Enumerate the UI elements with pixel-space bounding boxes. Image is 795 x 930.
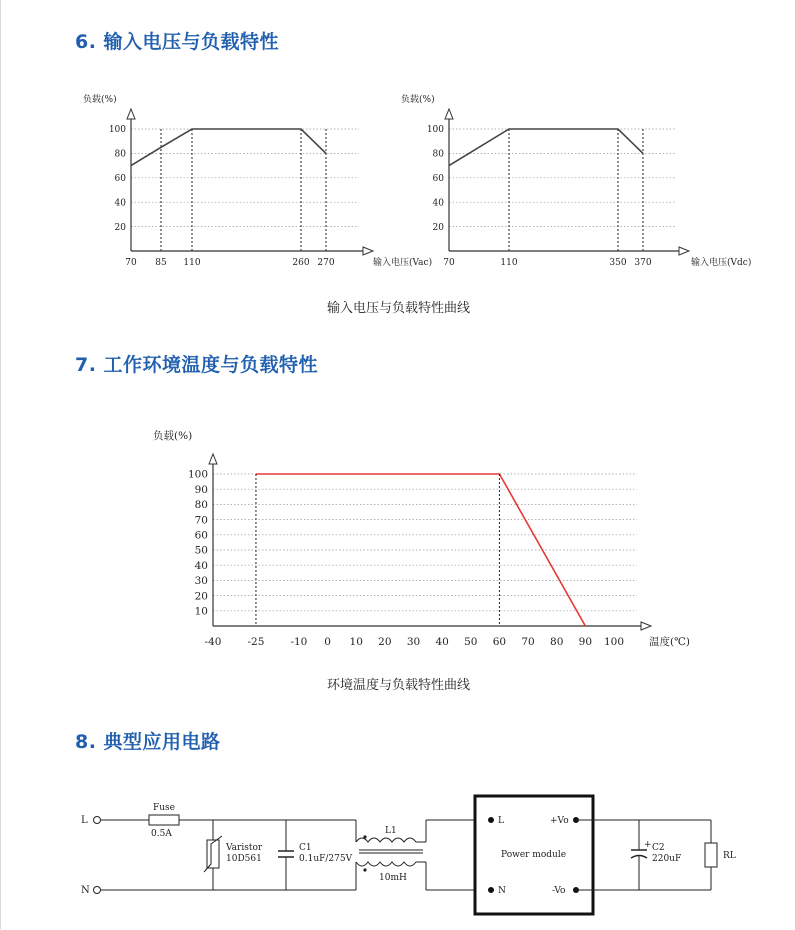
rl-symbol	[705, 843, 717, 867]
y-tick-label: 80	[194, 499, 208, 512]
section-7-title: 7. 工作环境温度与负载特性	[75, 354, 319, 376]
x-tick-label: 70	[443, 258, 455, 268]
x-tick-label: 80	[550, 636, 564, 648]
varistor-symbol	[207, 840, 219, 868]
l1-label: L1	[385, 826, 397, 836]
x-tick-label: -40	[204, 636, 222, 648]
terminal-n-label: N	[81, 885, 90, 896]
x-tick-label: 70	[521, 636, 535, 648]
section-7-caption: 环境温度与负载特性曲线	[326, 678, 470, 693]
y-tick-label: 40	[194, 559, 208, 572]
temperature-load-chart	[151, 422, 690, 652]
x-axis-arrow	[679, 247, 689, 255]
x-tick-label: 60	[492, 636, 507, 648]
y-axis-arrow	[209, 454, 217, 464]
y-tick-label: 20	[194, 590, 208, 603]
y-tick-label: 80	[432, 149, 444, 160]
x-tick-label: 10	[349, 636, 363, 648]
x-tick-label: 270	[317, 258, 335, 268]
x-tick-label: -25	[247, 636, 265, 648]
y-axis-label: 负载(%)	[83, 95, 117, 105]
fuse-label: Fuse	[153, 803, 175, 813]
y-tick-label: 60	[432, 173, 444, 184]
x-tick-label: 70	[125, 258, 137, 268]
rl-label: RL	[723, 851, 736, 861]
c1-value: 0.1uF/275V	[299, 854, 353, 864]
y-axis-label: 负载(%)	[153, 430, 193, 442]
application-circuit	[1, 790, 795, 930]
terminal-n	[94, 887, 101, 894]
y-tick-label: 70	[194, 514, 208, 527]
y-tick-label: 50	[194, 544, 208, 557]
x-tick-label: 350	[609, 258, 627, 268]
x-tick-label: 90	[578, 636, 593, 648]
x-axis-arrow	[641, 622, 651, 630]
varistor-label: Varistor	[226, 843, 263, 853]
y-tick-label: 40	[114, 198, 126, 209]
terminal-l-label: L	[81, 815, 88, 826]
x-tick-label: 0	[324, 636, 331, 648]
fuse-symbol	[149, 815, 179, 825]
pin-l-label: L	[498, 816, 504, 826]
y-tick-label: 10	[194, 605, 208, 618]
terminal-l	[94, 817, 101, 824]
y-tick-label: 100	[108, 125, 126, 136]
y-tick-label: 30	[194, 575, 208, 588]
l1-value: 10mH	[379, 873, 407, 883]
c2-value: 220uF	[652, 854, 682, 864]
y-tick-label: 60	[114, 173, 126, 184]
x-tick-label: 100	[603, 636, 625, 648]
y-tick-label: 100	[187, 468, 208, 481]
x-tick-label: 110	[183, 258, 201, 268]
l1-coil-bottom	[356, 862, 416, 866]
y-tick-label: 60	[194, 529, 208, 542]
x-tick-label: 30	[406, 636, 421, 648]
x-axis-label: 输入电压(Vac)	[373, 258, 433, 268]
x-tick-label: 20	[378, 636, 392, 648]
pin-n-label: N	[498, 886, 506, 896]
x-tick-label: 110	[500, 258, 518, 268]
y-tick-label: 20	[114, 222, 126, 233]
y-tick-label: 40	[432, 198, 444, 209]
y-tick-label: 100	[426, 125, 444, 136]
vac-load-chart	[81, 88, 433, 268]
x-axis-label: 温度(℃)	[649, 636, 690, 648]
pin-vo-neg-label: -Vo	[552, 886, 566, 896]
x-tick-label: -10	[290, 636, 308, 648]
y-axis-arrow	[127, 109, 135, 119]
c1-label: C1	[299, 843, 312, 853]
vdc-load-chart	[399, 88, 752, 268]
series-line	[449, 129, 643, 166]
pin-vo-pos-label: +Vo	[550, 816, 569, 826]
x-tick-label: 85	[155, 258, 167, 268]
svg-text:+: +	[644, 840, 652, 850]
y-tick-label: 80	[114, 149, 126, 160]
x-tick-label: 50	[464, 636, 478, 648]
power-module-label: Power module	[501, 850, 567, 860]
x-axis-label: 输入电压(Vdc)	[691, 258, 752, 268]
fuse-value: 0.5A	[151, 829, 172, 839]
y-axis-arrow	[445, 109, 453, 119]
y-axis-label: 负载(%)	[401, 95, 435, 105]
x-axis-arrow	[363, 247, 373, 255]
x-tick-label: 40	[435, 636, 449, 648]
section-8-title: 8. 典型应用电路	[75, 731, 221, 753]
x-tick-label: 370	[634, 258, 652, 268]
y-tick-label: 20	[432, 222, 444, 233]
y-tick-label: 90	[194, 483, 208, 496]
section-6-caption: 输入电压与负载特性曲线	[326, 301, 470, 316]
c2-label: C2	[652, 843, 665, 853]
varistor-value: 10D561	[226, 854, 262, 864]
x-tick-label: 260	[292, 258, 310, 268]
series-line	[131, 129, 326, 166]
section-6-title: 6. 输入电压与负载特性	[75, 31, 280, 53]
